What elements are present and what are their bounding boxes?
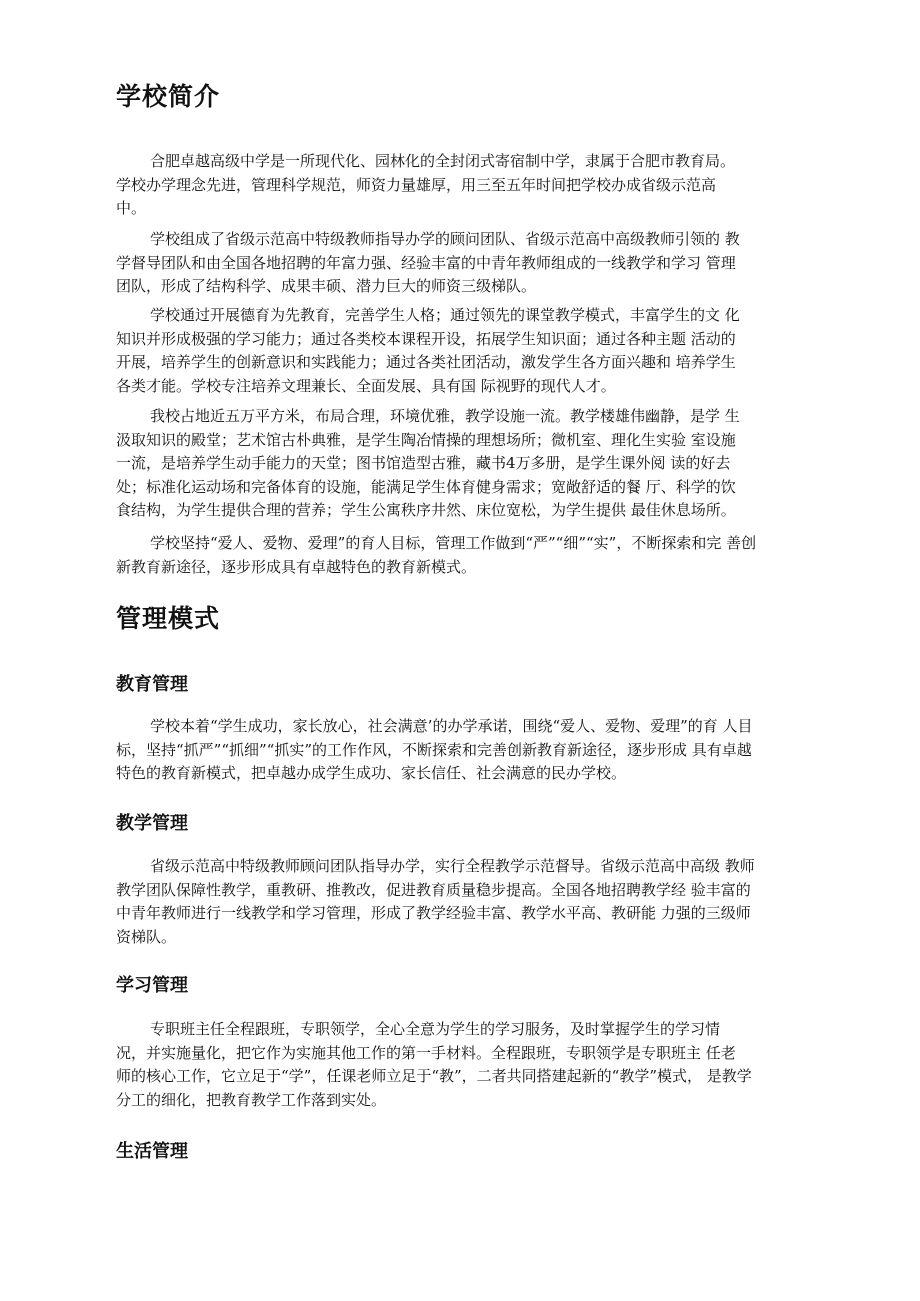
heading-education-management: 教育管理 bbox=[116, 674, 188, 695]
text-line: 学校通过开展德育为先教育，完善学生人格；通过领先的课堂教学模式，丰富学生的文 化 bbox=[150, 306, 740, 324]
text-line: 食结构，为学生提供合理的营养；学生公寓秩序井然、床位宽松，为学生提供 最佳休息场所。 bbox=[116, 501, 736, 520]
text-line: 标，坚持“抓严”“抓细”“抓实”的工作作风，不断探索和完善创新教育新途径，逐步形成 具有卓越 bbox=[116, 740, 752, 759]
text-line: 学校本着“学生成功，家长放心，社会满意’的办学承诺，围绕“爱人、爱物、爱理”的育 人目 bbox=[150, 717, 753, 735]
text-line: 学督导团队和由全国各地招聘的年富力强、经验丰富的中青年教师组成的一线教学和学习 管理 bbox=[116, 253, 736, 272]
text-line: 一流，是培养学生动手能力的天堂；图书馆造型古雅，藏书4万多册，是学生课外阅 读的好去 bbox=[116, 454, 731, 473]
text-line: 学校坚持“爱人、爱物、爱理”的育人目标，管理工作做到“严”“细”“实”，不断探索和完 善创 bbox=[150, 534, 757, 552]
text-line: 师的核心工作，它立足于“学”，任课老师立足于“教”，二者共同搭建起新的“教学”模式， 是教学 bbox=[116, 1067, 752, 1086]
text-line: 资梯队。 bbox=[116, 927, 177, 946]
text-line: 团队，形成了结构科学、成果丰硕、潜力巨大的师资三级梯队。 bbox=[116, 277, 537, 296]
text-line: 汲取知识的殿堂；艺术馆古朴典雅，是学生陶冶情操的理想场所；微机室、理化生实验 室设施 bbox=[116, 430, 736, 449]
education-management-paragraph bbox=[116, 715, 782, 786]
heading-life-management: 生活管理 bbox=[116, 1141, 188, 1162]
text-line: 特色的教育新模式，把卓越办成学生成功、家长信任、社会满意的民办学校。 bbox=[116, 764, 627, 783]
intro-paragraph-5 bbox=[116, 532, 782, 579]
heading-study-management: 学习管理 bbox=[116, 975, 188, 996]
intro-paragraph-4 bbox=[116, 405, 782, 523]
text-line: 我校占地近五万平方米，布局合理，环境优雅，教学设施一流。教学楼雄伟幽静，是学 生 bbox=[150, 407, 740, 425]
text-line: 处；标准化运动场和完备体育的设施，能满足学生体育健身需求；宽敞舒适的餐 厅、科学的饮 bbox=[116, 477, 736, 496]
intro-paragraph-1 bbox=[116, 150, 782, 221]
heading-management-mode: 管理模式 bbox=[116, 604, 221, 633]
intro-paragraph-2 bbox=[116, 228, 782, 299]
teaching-management-paragraph bbox=[116, 855, 782, 949]
text-line: 省级示范高中特级教师顾问团队指导办学，实行全程教学示范督导。省级示范高中高级 教师 bbox=[150, 857, 755, 875]
text-line: 各类才能。学校专注培养文理兼长、全面发展、具有国 际视野的现代人才。 bbox=[116, 376, 616, 395]
text-line: 分工的细化，把教育教学工作落到实处。 bbox=[116, 1090, 387, 1109]
text-line: 学校组成了省级示范高中特级教师指导办学的顾问团队、省级示范高中高级教师引领的 教 bbox=[150, 230, 740, 248]
text-line: 专职班主任全程跟班，专职领学，全心全意为学生的学习服务，及时掌握学生的学习情 bbox=[150, 1020, 721, 1038]
text-line: 教学团队保障性教学，重教研、推教改，促进教育质量稳步提高。全国各地招聘教学经 验丰富的 bbox=[116, 880, 751, 899]
text-line: 新教育新途径，逐步形成具有卓越特色的教育新模式。 bbox=[116, 557, 477, 576]
text-line: 合肥卓越高级中学是一所现代化、园林化的全封闭式寄宿制中学，隶属于合肥市教育局。 bbox=[150, 152, 736, 170]
heading-teaching-management: 教学管理 bbox=[116, 813, 188, 834]
study-management-paragraph bbox=[116, 1018, 782, 1112]
intro-paragraph-3 bbox=[116, 304, 782, 398]
text-line: 况，并实施量化，把它作为实施其他工作的第一手材料。全程跟班，专职领学是专职班主 任老 bbox=[116, 1043, 736, 1062]
text-line: 开展，培养学生的创新意识和实践能力；通过各类社团活动，激发学生各方面兴趣和 培养学生 bbox=[116, 353, 736, 372]
text-line: 中青年教师进行一线教学和学习管理，形成了教学经验丰富、教学水平高、教研能 力强的三级师 bbox=[116, 904, 751, 923]
text-line: 知识并形成极强的学习能力；通过各类校本课程开设，拓展学生知识面；通过各种主题 活动的 bbox=[116, 329, 736, 348]
heading-school-intro: 学校简介 bbox=[116, 82, 221, 111]
text-line: 学校办学理念先进，管理科学规范，师资力量雄厚，用三至五年时间把学校办成省级示范高 bbox=[116, 175, 717, 194]
text-line: 中。 bbox=[116, 199, 147, 218]
